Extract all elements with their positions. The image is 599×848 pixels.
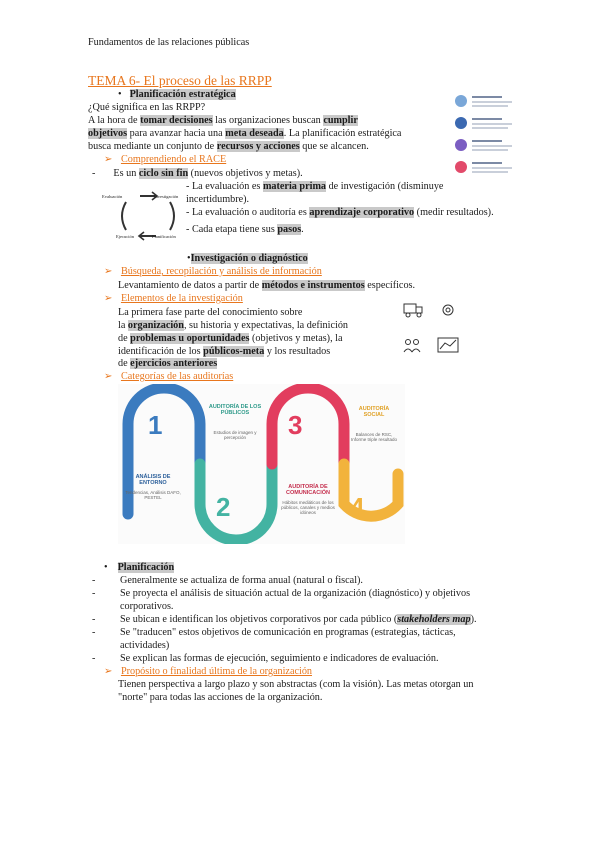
race-bullet2: - La evaluación o auditoría es aprendizaje corporativo (medir resultados). — [186, 207, 494, 218]
purpose-line2: "norte" para todas las acciones de la organización. — [118, 692, 323, 703]
search-icon — [455, 95, 467, 107]
planning-paragraph-line3: busca mediante un conjunto de recursos y acciones que se alcancen. — [88, 141, 369, 152]
cycle-label-planning: Planificación — [152, 234, 176, 239]
planning-paragraph-line1: A la hora de tomar decisiones las organizaciones buscan cumplir — [88, 115, 358, 126]
arrow-bullet-icon: ➢ — [104, 266, 113, 277]
audits-infographic — [118, 384, 405, 544]
planning-strategic-heading: Planificación estratégica — [129, 89, 236, 100]
planning-item-1: - Generalmente se actualiza de forma anual (natural o fiscal). — [92, 575, 363, 586]
planning-item-2: - Se proyecta el análisis de situación actual de la organización (diagnóstico) y objetivos — [92, 588, 471, 599]
elements-heading-row — [104, 293, 243, 306]
purpose-heading-row — [104, 666, 312, 679]
audit-3-desc: Hábitos mediáticos de los públicos, canales y medios idóneos — [281, 500, 335, 515]
purpose-line1: Tienen perspectiva a largo plazo y son abstractas (com la visión). Las metas otorgan un — [118, 679, 474, 690]
planning-question: ¿Qué significa en las RRPP? — [88, 102, 206, 113]
bullet-planning-strategic — [118, 89, 236, 102]
search-heading-row — [104, 266, 322, 279]
audit-1-title: ANÁLISIS DE ENTORNO — [135, 474, 171, 486]
elements-line1: La primera fase parte del conocimiento sobre — [118, 307, 303, 318]
step-planning-card — [453, 114, 515, 136]
search-line: Levantamiento de datos a partir de métodos e instrumentos específicos. — [118, 280, 416, 291]
gear-icon — [443, 305, 453, 315]
planning-item-4: - Se "traducen" estos objetivos de comunicación en programas (estrategias, tácticas, — [92, 627, 456, 638]
planning-item-5: - Se explican las formas de ejecución, seguimiento e indicadores de evaluación. — [92, 653, 439, 664]
planning-paragraph-line2: objetivos para avanzar hacia una meta deseada. La planificación estratégica — [88, 128, 402, 139]
audit-3-number: 3 — [288, 410, 303, 440]
bullet-dot: • — [118, 89, 122, 100]
arrow-bullet-icon: ➢ — [104, 371, 113, 382]
audits-heading: Categorías de las auditorías — [120, 371, 234, 382]
people-icon — [404, 340, 420, 353]
arrow-bullet-icon: ➢ — [104, 666, 113, 677]
audit-4-number: 4 — [350, 492, 365, 522]
target-icon — [455, 117, 467, 129]
race-cycle-diagram — [102, 186, 188, 246]
audit-2-desc: Estudios de imagen y percepción — [213, 430, 257, 440]
chart-icon — [455, 161, 467, 173]
planning-item-4-cont: actividades) — [120, 640, 170, 651]
megaphone-icon — [455, 139, 467, 151]
elements-heading: Elementos de la investigación — [120, 293, 243, 304]
audit-1-desc: Tendencias, Análisis DAFO, PESTEL — [125, 490, 181, 500]
race-line1: - Es un ciclo sin fin (nuevos objetivos y metas). — [92, 168, 303, 179]
cycle-label-evaluation: Evaluación — [102, 194, 123, 199]
elements-icons-grid — [398, 300, 468, 370]
elements-line5: de ejercicios anteriores — [118, 358, 218, 369]
planning-heading-row — [104, 562, 174, 575]
race-heading: Comprendiendo el RACE — [120, 154, 227, 165]
truck-icon — [404, 304, 422, 317]
chart-icon — [438, 338, 458, 352]
bullet-dot: • — [187, 253, 191, 264]
audits-heading-row — [104, 371, 233, 384]
race-heading-row — [104, 154, 226, 167]
research-heading: Investigación o diagnóstico — [190, 253, 308, 264]
step-evaluation-card — [453, 158, 515, 180]
planning-item-3: - Se ubican e identifican los objetivos corporativos por cada público (stakeholders map). — [92, 614, 477, 625]
cycle-label-execution: Ejecución — [116, 234, 134, 239]
race-bullet3: - Cada etapa tiene sus pasos. — [186, 224, 304, 235]
planning-heading: Planificación — [117, 562, 175, 573]
step-research-card — [453, 92, 515, 114]
audit-1-number: 1 — [148, 410, 163, 440]
course-header: Fundamentos de las relaciones públicas — [88, 37, 250, 48]
purpose-heading: Propósito o finalidad última de la organización — [120, 666, 313, 677]
step-execution-card — [453, 136, 515, 158]
audit-4-desc: Balances de RSC, Informe triple resultado — [350, 432, 398, 442]
race-steps-thumbnail — [453, 92, 517, 178]
audit-4-title: AUDITORÍA SOCIAL — [358, 406, 390, 418]
topic-title: TEMA 6- El proceso de las RRPP — [88, 73, 272, 88]
race-bullet1-line2: incertidumbre). — [186, 194, 250, 205]
planning-item-2-cont: corporativos. — [120, 601, 174, 612]
bullet-dot: • — [104, 562, 108, 573]
elements-line3: de problemas u oportunidades (objetivos y metas), la — [118, 333, 343, 344]
elements-line4: identificación de los públicos-meta y los resultados — [118, 346, 331, 357]
elements-line2: la organización, su historia y expectativas, la definición — [118, 320, 349, 331]
research-heading-row — [187, 253, 308, 266]
cycle-label-research: Investigación — [154, 194, 179, 199]
arrow-bullet-icon: ➢ — [104, 293, 113, 304]
audit-3-title: AUDITORÍA DE COMUNICACIÓN — [286, 484, 330, 496]
arrow-bullet-icon: ➢ — [104, 154, 113, 165]
audit-2-title: AUDITORÍA DE LOS PÚBLICOS — [208, 404, 262, 416]
audit-2-number: 2 — [216, 492, 231, 522]
race-bullet1-line1: - La evaluación es materia prima de investigación (disminuye — [186, 181, 444, 192]
search-heading: Búsqueda, recopilación y análisis de información — [120, 266, 322, 277]
